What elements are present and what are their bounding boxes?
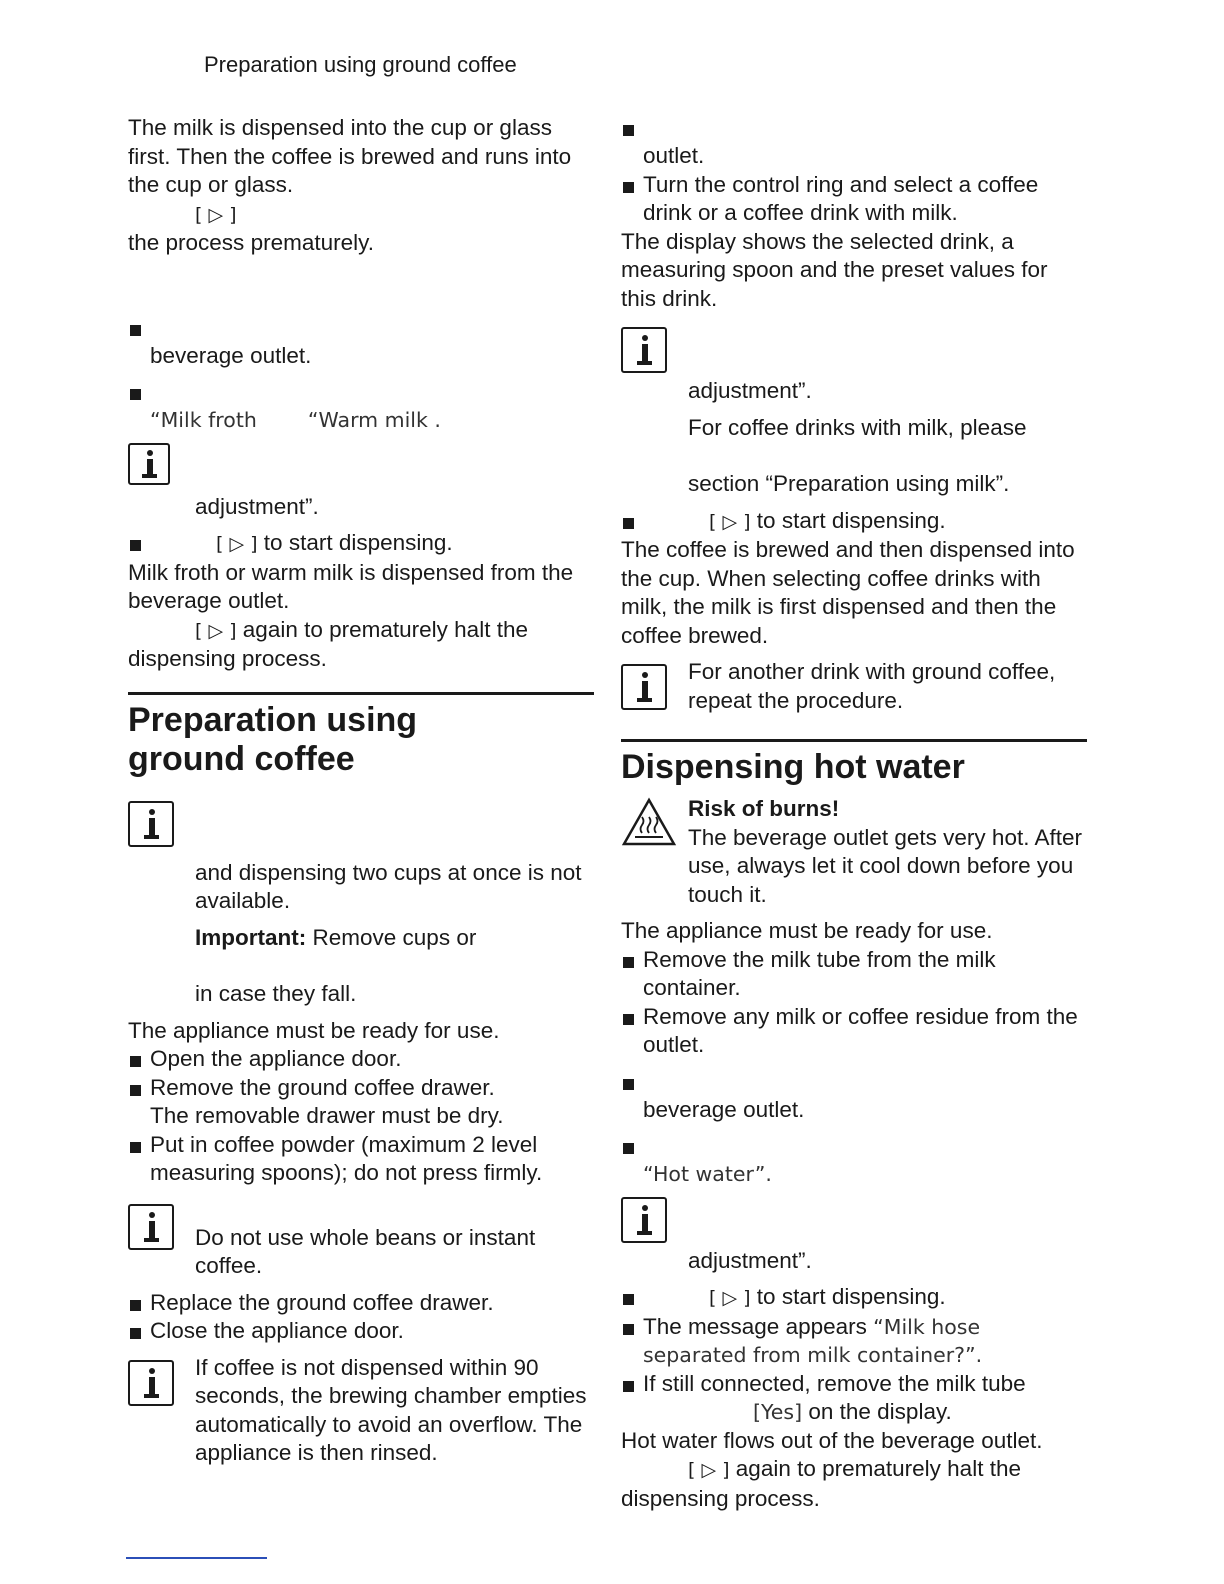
info-note [621, 1197, 1087, 1247]
hot-surface-warning-icon [621, 797, 677, 847]
section-divider [128, 692, 594, 695]
running-header: Preparation using ground coffee [204, 52, 517, 77]
yes-display-option: [Yes] [753, 1400, 803, 1424]
bullet-item [621, 114, 1087, 142]
section-heading-ground-coffee: Preparation using ground coffee [128, 700, 418, 778]
hot-water-option: “Hot water”. [643, 1162, 772, 1186]
step-select-drink: Turn the control ring and select a coffee drink or a coffee drink with milk. [621, 171, 1087, 228]
milk-dispense-paragraph: The milk is dispensed into the cup or glass first. Then the coffee is brewed and runs into the cup or glass. [128, 115, 572, 197]
start-dispensing-step: [ ▷ ] to start dispensing. [621, 1283, 1087, 1313]
milk-option-line: “Milk froth “Warm milk . [150, 408, 441, 432]
milk-hose-message: “Milk hose separated from milk container?”. [643, 1314, 983, 1367]
start-dispensing-step: [ ▷ ] to start dispensing. [621, 507, 1087, 537]
milk-section-reference: section “Preparation using milk”. [688, 471, 1010, 496]
bullet-item [128, 314, 594, 342]
warm-milk-option: “Warm milk [307, 408, 428, 432]
info-icon [621, 664, 667, 710]
start-button-label: [ ▷ ] [216, 533, 258, 555]
halt-instruction-end: dispensing process. [128, 646, 327, 671]
info-icon [621, 1197, 667, 1243]
warning-title: Risk of burns! [688, 796, 840, 821]
milk-drinks-note: For coffee drinks with milk, please [688, 414, 1027, 440]
bullet-item [621, 1132, 1087, 1160]
info-icon [128, 1360, 174, 1406]
message-appears-step: The message appears “Milk hose separated from milk container?”. [621, 1313, 1087, 1370]
milk-froth-option: “Milk froth [150, 408, 257, 432]
outlet-text: outlet. [643, 143, 705, 168]
start-dispensing-step: [ ▷ ] to start dispensing. [128, 529, 594, 559]
start-button-label: [ ▷ ] [709, 1287, 751, 1309]
milk-dispensed-paragraph: Milk froth or warm milk is dispensed from the beverage outlet. [128, 559, 574, 613]
halt-button-label: [ ▷ ] [688, 1459, 730, 1481]
step-put-powder: Put in coffee powder (maximum 2 level measuring spoons); do not press firmly. [128, 1131, 594, 1188]
section-divider [621, 739, 1087, 742]
bullet-item [128, 378, 594, 406]
step-replace-drawer: Replace the ground coffee drawer. [128, 1289, 594, 1318]
repeat-procedure-note: For another drink with ground coffee, repeat the procedure. [688, 659, 1056, 713]
info-note [621, 658, 1087, 715]
ready-for-use-text: The appliance must be ready for use. [621, 918, 993, 943]
remove-tube-step: If still connected, remove the milk tube [Yes] on the display. [621, 1370, 1087, 1427]
hot-water-flows-text: Hot water flows out of the beverage outlet. [621, 1427, 1043, 1453]
drawer-dry-text: The removable drawer must be dry. [150, 1103, 504, 1128]
halt-instruction: [ ▷ ] again to prematurely halt the [688, 1456, 1021, 1481]
right-column [621, 114, 1087, 1513]
fall-warning-text: in case they fall. [195, 981, 357, 1006]
overflow-note: If coffee is not dispensed within 90 seconds, the brewing chamber empties automatically to avoid an overflow. The appliance is then rinsed. [195, 1354, 587, 1465]
halt-instruction: [ ▷ ] again to prematurely halt the [195, 616, 528, 642]
bullet-item [621, 1068, 1087, 1096]
section-heading-hot-water: Dispensing hot water [621, 748, 965, 786]
step-open-door: Open the appliance door. [128, 1045, 594, 1074]
step-remove-drawer: Remove the ground coffee drawer. [128, 1074, 594, 1103]
halt-button-label: [ ▷ ] [195, 619, 237, 642]
beverage-outlet-text: beverage outlet. [150, 342, 312, 368]
info-note [128, 1204, 594, 1281]
burn-warning [621, 795, 1087, 909]
halt-instruction-end: dispensing process. [621, 1485, 820, 1511]
step-close-door: Close the appliance door. [128, 1317, 594, 1346]
info-note [128, 443, 594, 493]
beverage-outlet-text: beverage outlet. [643, 1096, 805, 1122]
no-beans-note: Do not use whole beans or instant coffee. [195, 1224, 536, 1278]
display-shows-paragraph: The display shows the selected drink, a measuring spoon and the preset values for this drink. [621, 228, 1048, 311]
note-text: adjustment”. [688, 1247, 812, 1273]
info-note [128, 1354, 594, 1468]
premature-stop-text: the process prematurely. [128, 230, 374, 255]
warning-text: The beverage outlet gets very hot. After use, always let it cool down before you touch it. [688, 824, 1082, 907]
note-text: adjustment”. [688, 378, 812, 403]
info-note [128, 801, 594, 859]
step-remove-residue: Remove any milk or coffee residue from the outlet. [621, 1003, 1087, 1060]
dispense-button-label: [ ▷ ] [195, 203, 237, 226]
start-button-label: [ ▷ ] [709, 510, 751, 533]
info-icon [621, 327, 667, 373]
left-column [128, 114, 594, 1468]
info-icon [128, 801, 174, 847]
coffee-brewed-paragraph: The coffee is brewed and then dispensed into the cup. When selecting coffee drinks with milk, the milk is first dispensed and then the coffee brewed. [621, 537, 1075, 648]
info-note [621, 327, 1087, 377]
ready-for-use-text: The appliance must be ready for use. [128, 1017, 500, 1043]
footnote-separator [126, 1557, 267, 1559]
note-text: adjustment”. [195, 493, 319, 519]
info-icon [128, 443, 170, 485]
important-note: Important: Remove cups or [195, 924, 477, 950]
two-cups-note: and dispensing two cups at once is not available. [195, 859, 582, 913]
step-remove-milk-tube: Remove the milk tube from the milk container. [621, 946, 1087, 1003]
info-icon [128, 1204, 174, 1250]
